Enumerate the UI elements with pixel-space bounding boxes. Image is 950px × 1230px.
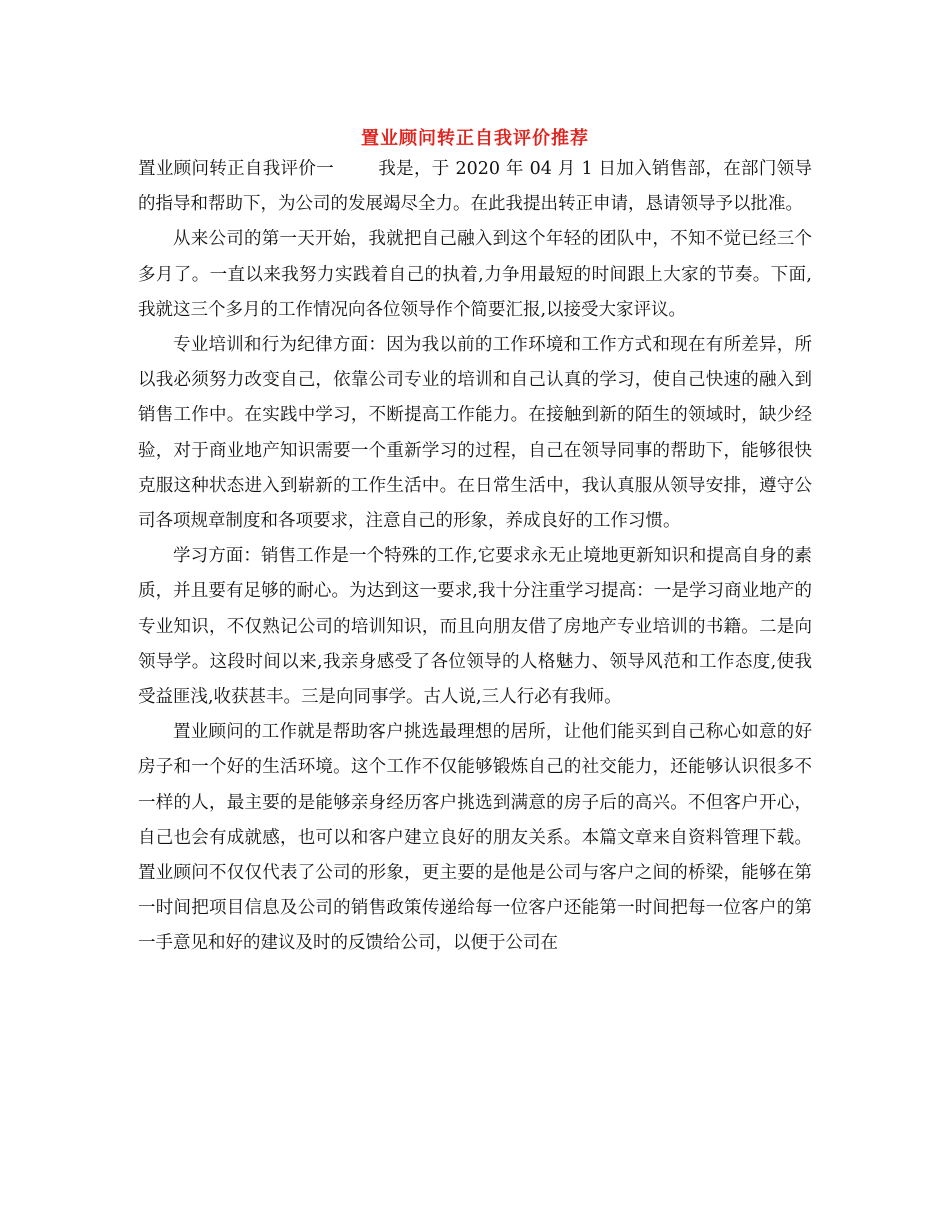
paragraph-1-text: 我是，于 2020 年 04 月 1 日加入销售部，在部门领导的指导和帮助下，为公司的发展竭尽全力。在此我提出转正申请，恳请领导予以批准。 <box>138 159 812 215</box>
paragraph-1-lead: 置业顾问转正自我评价一 <box>138 159 335 179</box>
document-title: 置业顾问转正自我评价推荐 <box>361 128 589 149</box>
document-body <box>138 152 812 962</box>
paragraph-3: 专业培训和行为纪律方面：因为我以前的工作环境和工作方式和现在有所差异，所以我必须努力改变自己，依靠公司专业的培训和自己认真的学习，使自己快速的融入到销售工作中。在实践中学习，不断提高工作能力。在接触到新的陌生的领域时，缺少经验，对于商业地产知识需要一个重新学习的过程，自己在领导同事的帮助下，能够很快克服这种状态进入到崭新的工作生活中。在日常生活中，我认真服从领导安排，遵守公司各项规章制度和各项要求，注意自己的形象，养成良好的工作习惯。 <box>138 335 812 532</box>
paragraph-1 <box>138 152 812 222</box>
paragraph-5: 置业顾问的工作就是帮助客户挑选最理想的居所，让他们能买到自己称心如意的好房子和一个好的生活环境。这个工作不仅能够锻炼自己的社交能力，还能够认识很多不一样的人，最主要的是能够亲身经历客户挑选到满意的房子后的高兴。不但客户开心，自己也会有成就感，也可以和客户建立良好的朋友关系。本篇文章来自资料管理下载。置业顾问不仅仅代表了公司的形象，更主要的是他是公司与客户之间的桥梁，能够在第一时间把项目信息及公司的销售政策传递给每一位客户还能第一时间把每一位客户的第一手意见和好的建议及时的反馈给公司，以便于公司在 <box>138 722 812 954</box>
paragraph-2: 从来公司的第一天开始，我就把自己融入到这个年轻的团队中，不知不觉已经三个多月了。一直以来我努力实践着自己的执着,力争用最短的时间跟上大家的节奏。下面,我就这三个多月的工作情况向各位领导作个简要汇报,以接受大家评议。 <box>138 229 812 320</box>
paragraph-4: 学习方面：销售工作是一个特殊的工作,它要求永无止境地更新知识和提高自身的素质，并且要有足够的耐心。为达到这一要求,我十分注重学习提高：一是学习商业地产的专业知识，不仅熟记公司的培训知识，而且向朋友借了房地产专业培训的书籍。二是向领导学。这段时间以来,我亲身感受了各位领导的人格魅力、领导风范和工作态度,使我受益匪浅,收获甚丰。三是向同事学。古人说,三人行必有我师。 <box>138 546 812 708</box>
